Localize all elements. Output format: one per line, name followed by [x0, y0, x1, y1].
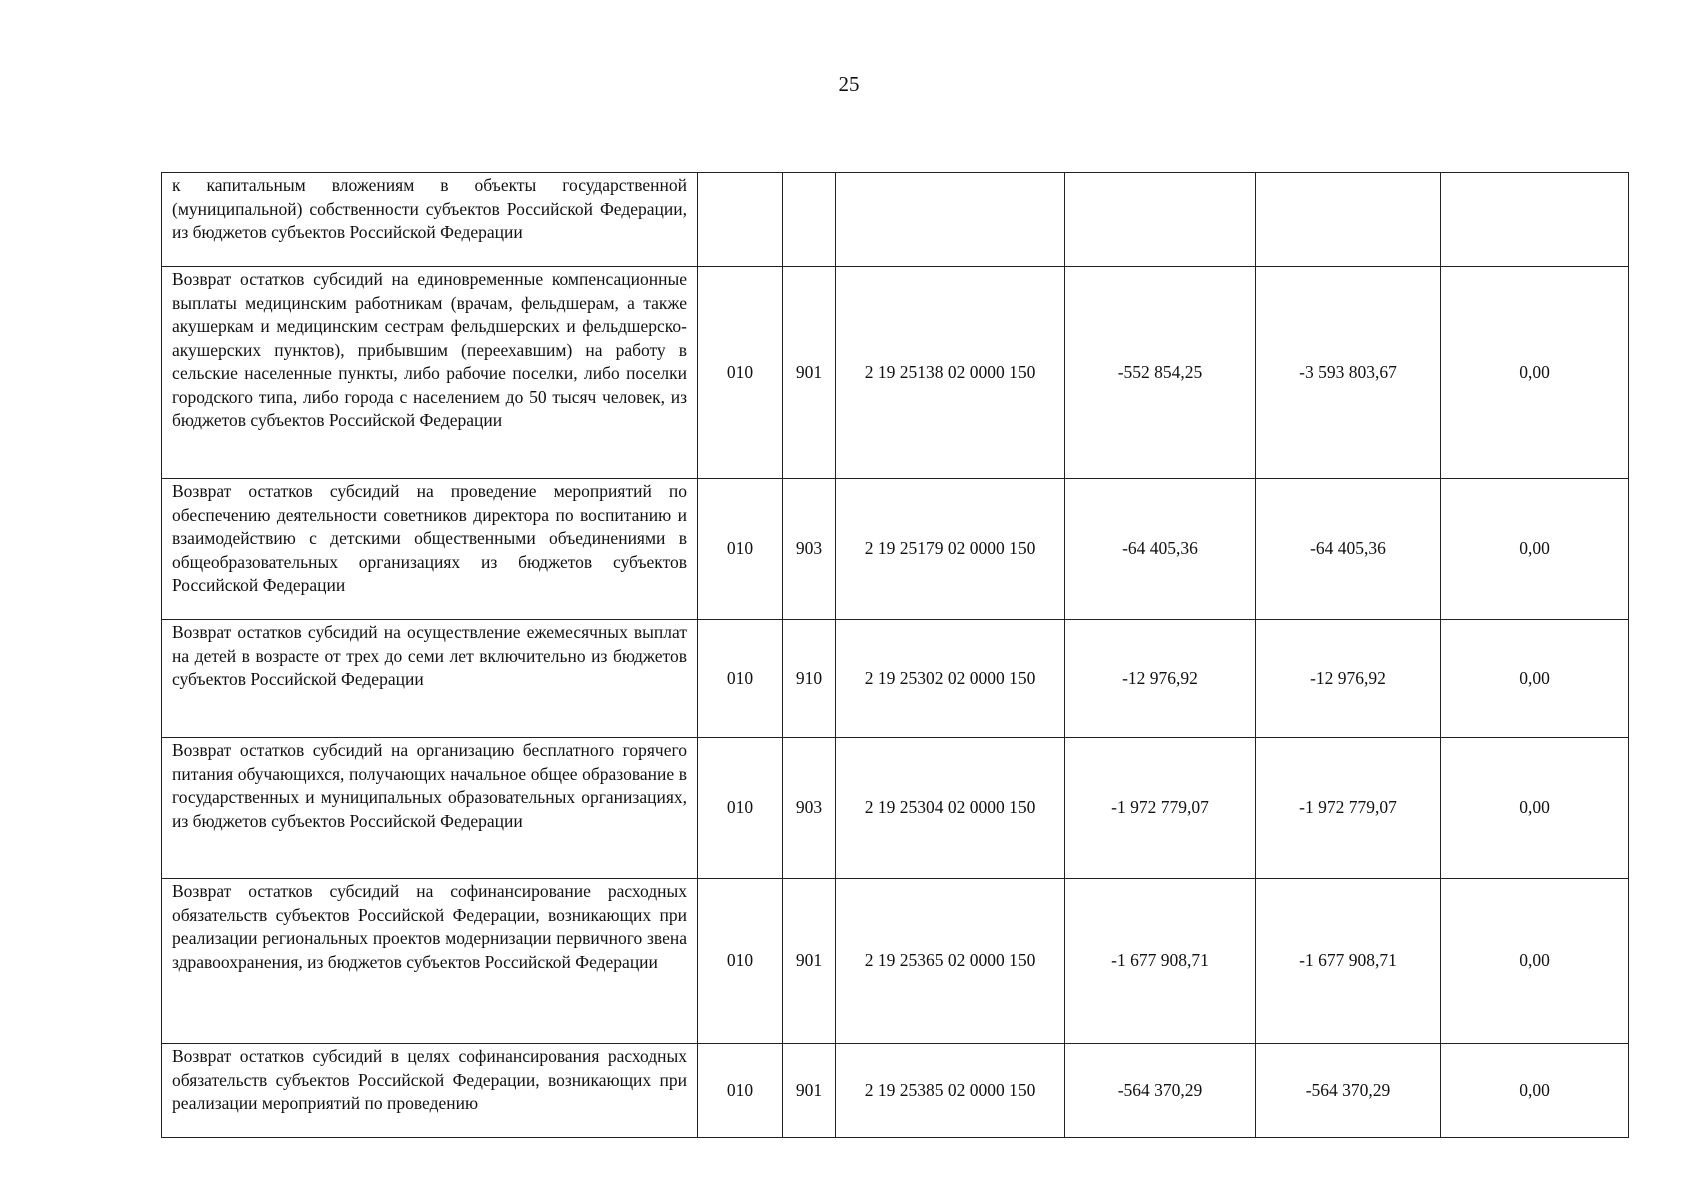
row-amount-1: -1 972 779,07 — [1065, 738, 1256, 879]
row-amount-1: -12 976,92 — [1065, 620, 1256, 738]
row-amount-2: -564 370,29 — [1256, 1044, 1441, 1138]
row-description: Возврат остатков субсидий на организацию бесплатного горячего питания обучающихся, получающих начальное общее образование в государственных и муниципальных образовательных организациях, из бюджетов субъектов Российской Федерации — [162, 738, 698, 879]
row-description: Возврат остатков субсидий на проведение мероприятий по обеспечению деятельности советников директора по воспитанию и взаимодействию с детскими общественными объединениями в общеобразовательных организациях из бюджетов субъектов Российской Федерации — [162, 479, 698, 620]
row-code-1: 010 — [698, 1044, 783, 1138]
row-amount-3: 0,00 — [1441, 879, 1629, 1044]
row-amount-2: -12 976,92 — [1256, 620, 1441, 738]
table-row — [162, 1044, 1629, 1138]
row-amount-1: -64 405,36 — [1065, 479, 1256, 620]
budget-table — [161, 172, 1629, 1138]
row-amount-1: -1 677 908,71 — [1065, 879, 1256, 1044]
table-row — [162, 620, 1629, 738]
row-amount-3 — [1441, 173, 1629, 267]
row-description: Возврат остатков субсидий в целях софинансирования расходных обязательств субъектов Российской Федерации, возникающих при реализации мероприятий по проведению — [162, 1044, 698, 1138]
row-budget-code — [836, 173, 1065, 267]
row-description: Возврат остатков субсидий на осуществление ежемесячных выплат на детей в возрасте от трех до семи лет включительно из бюджетов субъектов Российской Федерации — [162, 620, 698, 738]
row-code-2: 901 — [783, 1044, 836, 1138]
row-description: к капитальным вложениям в объекты государственной (муниципальной) собственности субъектов Российской Федерации, из бюджетов субъектов Российской Федерации — [162, 173, 698, 267]
row-amount-1: -552 854,25 — [1065, 267, 1256, 479]
row-amount-2: -3 593 803,67 — [1256, 267, 1441, 479]
row-code-2: 903 — [783, 479, 836, 620]
table-row — [162, 738, 1629, 879]
row-amount-3: 0,00 — [1441, 1044, 1629, 1138]
table-row — [162, 479, 1629, 620]
row-amount-3: 0,00 — [1441, 620, 1629, 738]
row-code-1: 010 — [698, 620, 783, 738]
row-code-1: 010 — [698, 738, 783, 879]
row-code-2 — [783, 173, 836, 267]
row-amount-3: 0,00 — [1441, 479, 1629, 620]
row-budget-code: 2 19 25179 02 0000 150 — [836, 479, 1065, 620]
row-budget-code: 2 19 25385 02 0000 150 — [836, 1044, 1065, 1138]
row-code-2: 910 — [783, 620, 836, 738]
table-row — [162, 267, 1629, 479]
row-amount-2: -1 677 908,71 — [1256, 879, 1441, 1044]
row-amount-3: 0,00 — [1441, 738, 1629, 879]
row-description: Возврат остатков субсидий на софинансирование расходных обязательств субъектов Российской Федерации, возникающих при реализации региональных проектов модернизации первичного звена здравоохранения, из бюджетов субъектов Российской Федерации — [162, 879, 698, 1044]
row-amount-2: -1 972 779,07 — [1256, 738, 1441, 879]
row-code-2: 901 — [783, 879, 836, 1044]
row-amount-2 — [1256, 173, 1441, 267]
table-row — [162, 173, 1629, 267]
row-code-1 — [698, 173, 783, 267]
row-budget-code: 2 19 25304 02 0000 150 — [836, 738, 1065, 879]
row-budget-code: 2 19 25365 02 0000 150 — [836, 879, 1065, 1044]
row-amount-1 — [1065, 173, 1256, 267]
row-code-2: 903 — [783, 738, 836, 879]
row-code-1: 010 — [698, 479, 783, 620]
page-number: 25 — [838, 72, 860, 96]
row-code-1: 010 — [698, 879, 783, 1044]
row-budget-code: 2 19 25302 02 0000 150 — [836, 620, 1065, 738]
row-code-1: 010 — [698, 267, 783, 479]
row-amount-2: -64 405,36 — [1256, 479, 1441, 620]
table-row — [162, 879, 1629, 1044]
row-code-2: 901 — [783, 267, 836, 479]
row-budget-code: 2 19 25138 02 0000 150 — [836, 267, 1065, 479]
row-amount-3: 0,00 — [1441, 267, 1629, 479]
row-amount-1: -564 370,29 — [1065, 1044, 1256, 1138]
row-description: Возврат остатков субсидий на единовременные компенсационные выплаты медицинским работникам (врачам, фельдшерам, а также акушеркам и медицинским сестрам фельдшерских и фельдшерско-акушерских пунктов), прибывшим (переехавшим) на работу в сельские населенные пункты, либо рабочие поселки, либо поселки городского типа, либо города с населением до 50 тысяч человек, из бюджетов субъектов Российской Федерации — [162, 267, 698, 479]
